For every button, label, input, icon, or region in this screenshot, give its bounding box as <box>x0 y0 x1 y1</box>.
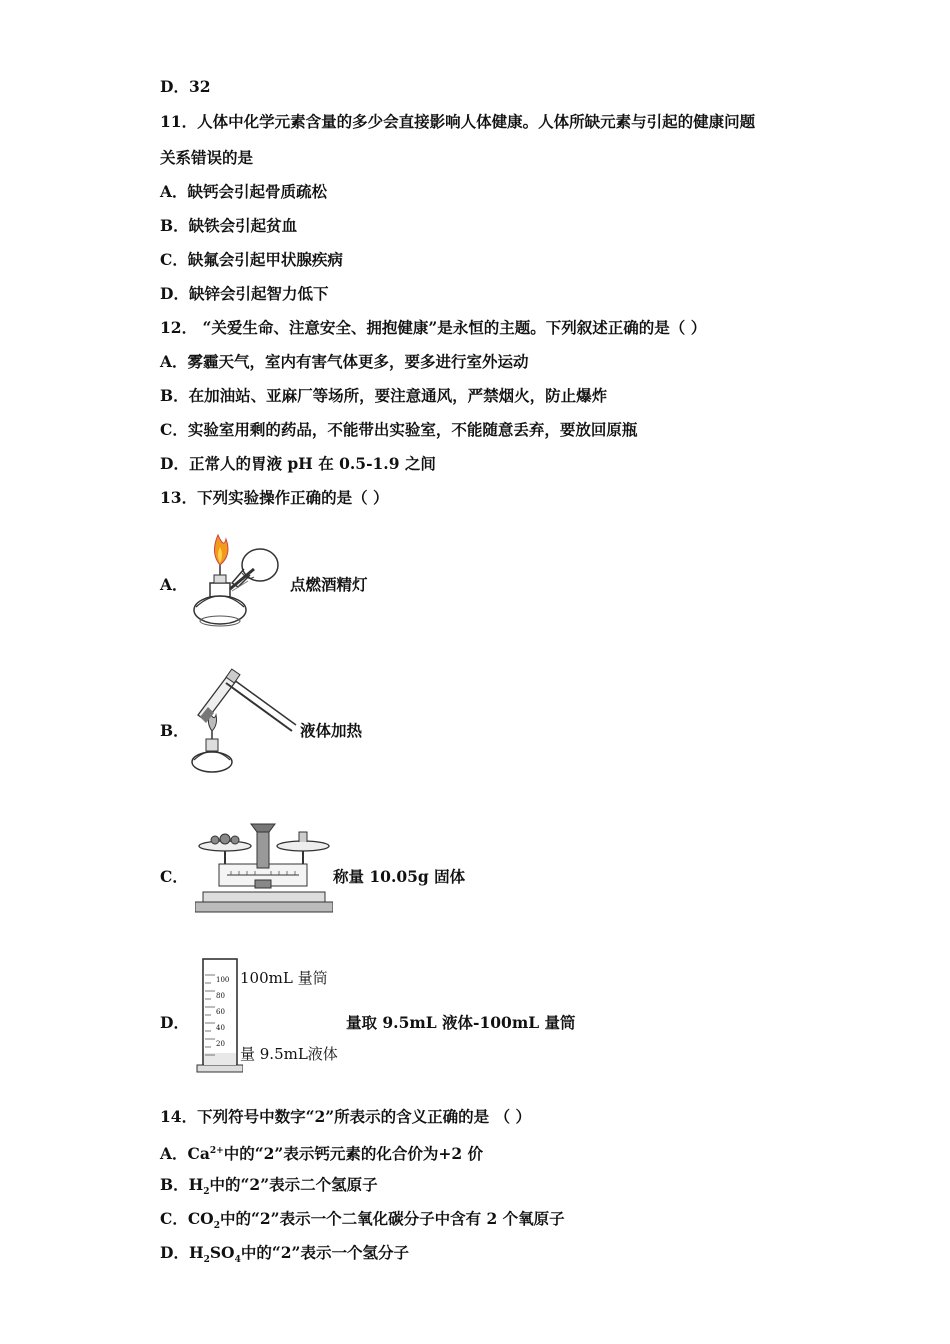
liquid-heating-figure <box>188 665 298 777</box>
q14-d-mid: SO <box>209 1243 235 1262</box>
alcohol-lamp-lighting-figure <box>188 525 288 630</box>
q11-option-c: C．缺氟会引起甲状腺疾病 <box>160 250 343 269</box>
q14-b-sub: 2 <box>203 1187 210 1198</box>
q14-c-sub: 2 <box>213 1221 220 1232</box>
q12-option-c: C．实验室用剩的药品，不能带出实验室，不能随意丢弃，要放回原瓶 <box>160 420 638 439</box>
tick-label-60: 60 <box>216 1008 225 1016</box>
q14-option-a <box>160 1141 483 1164</box>
q11-stem-line1: 11．人体中化学元素含量的多少会直接影响人体健康。人体所缺元素与引起的健康问题 <box>160 112 756 131</box>
q11-option-a: A．缺钙会引起骨质疏松 <box>160 182 328 201</box>
q14-d-sub1: 2 <box>203 1255 210 1266</box>
balance-weighing-figure <box>195 822 333 914</box>
q14-c-pre: C．CO <box>160 1209 214 1228</box>
q13-option-a-letter: A． <box>160 575 188 594</box>
q12-option-b: B．在加油站、亚麻厂等场所，要注意通风，严禁烟火，防止爆炸 <box>160 386 608 405</box>
q14-b-pre: B．H <box>160 1175 204 1194</box>
q14-c-post: 中的“2”表示一个二氧化碳分子中含有 2 个氧原子 <box>219 1209 565 1228</box>
tick-label-100: 100 <box>216 976 230 984</box>
q13-option-d-caption: 量取 9.5mL 液体-100mL 量筒 <box>346 1013 576 1032</box>
q13-stem: 13．下列实验操作正确的是（ ） <box>160 488 389 507</box>
q14-stem: 14．下列符号中数字“2”所表示的含义正确的是 （ ） <box>160 1107 531 1126</box>
q11-option-b: B．缺铁会引起贫血 <box>160 216 298 235</box>
q14-d-pre: D．H <box>160 1243 204 1262</box>
q12-stem: 12． “关爱生命、注意安全、拥抱健康”是永恒的主题。下列叙述正确的是（ ） <box>160 318 707 337</box>
q14-option-c <box>160 1209 565 1236</box>
cylinder-label-bottom: 量 9.5mL液体 <box>240 1045 338 1063</box>
q14-d-sub2: 4 <box>234 1255 241 1266</box>
q13-option-c-caption: 称量 10.05g 固体 <box>333 867 466 886</box>
cylinder-label-top: 100mL 量筒 <box>240 969 328 987</box>
q13-option-a-caption: 点燃酒精灯 <box>290 575 368 594</box>
tick-label-80: 80 <box>216 992 225 1000</box>
q12-option-d: D．正常人的胃液 pH 在 0.5-1.9 之间 <box>160 454 436 473</box>
q13-option-c-letter: C． <box>160 867 188 886</box>
q12-option-a: A．雾霾天气，室内有害气体更多，要多进行室外运动 <box>160 352 529 371</box>
q14-a-sup: 2+ <box>209 1146 224 1156</box>
prev-option-d: D．32 <box>160 77 211 96</box>
q14-option-b <box>160 1175 378 1202</box>
q14-a-post: 中的“2”表示钙元素的化合价为+2 价 <box>223 1144 484 1164</box>
q14-a-pre: A．Ca <box>160 1144 210 1164</box>
q11-stem-line2: 关系错误的是 <box>160 148 254 167</box>
q13-option-b-letter: B． <box>160 721 189 740</box>
tick-label-40: 40 <box>216 1024 225 1032</box>
q14-d-post: 中的“2”表示一个氢分子 <box>240 1243 409 1262</box>
q11-option-d: D．缺锌会引起智力低下 <box>160 284 329 303</box>
graduated-cylinder-figure <box>195 955 345 1075</box>
q14-b-post: 中的“2”表示二个氢原子 <box>209 1175 378 1194</box>
tick-label-20: 20 <box>216 1040 225 1048</box>
q14-option-d <box>160 1243 409 1270</box>
q13-option-d-letter: D． <box>160 1013 189 1032</box>
q13-option-b-caption: 液体加热 <box>300 721 363 740</box>
